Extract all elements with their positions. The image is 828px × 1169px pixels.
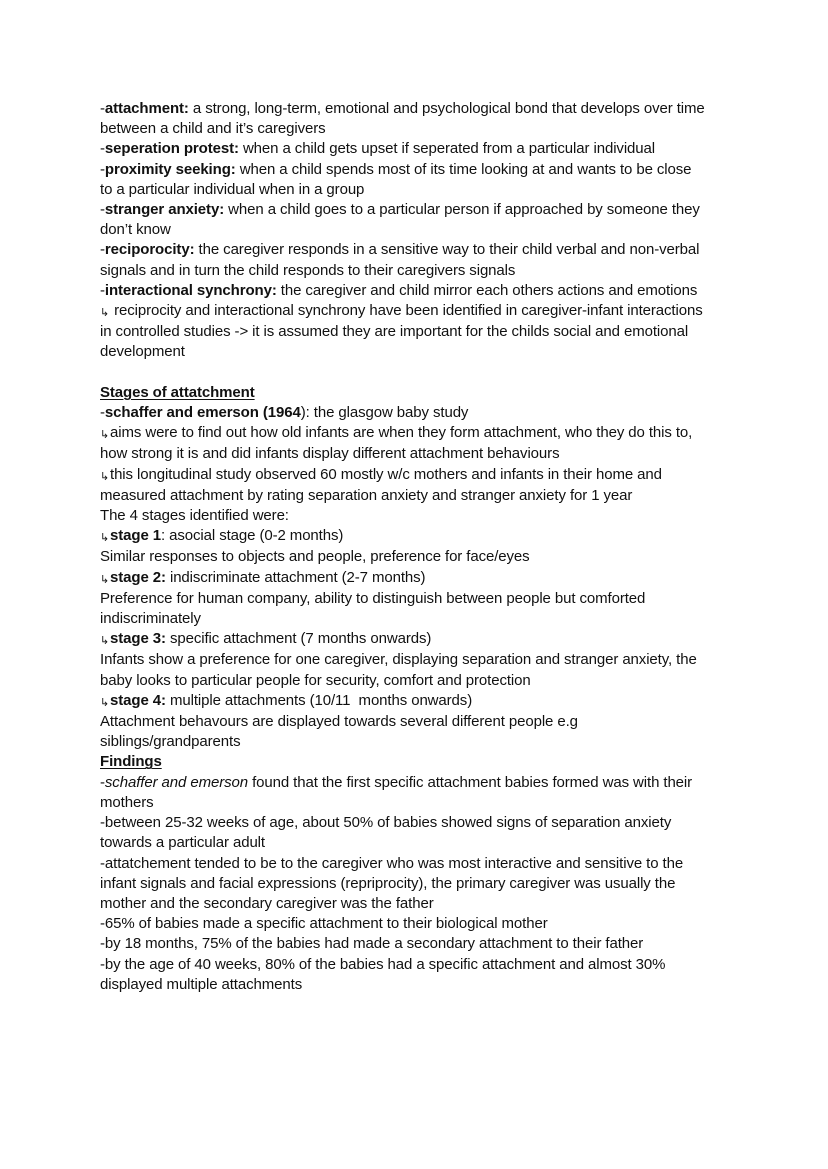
finding-text: -by the age of 40 weeks, 80% of the babies had a specific attachment and almost 30%	[100, 955, 666, 973]
arrow-return-icon: ↳	[100, 307, 110, 320]
study-line	[100, 403, 740, 423]
stage-4	[100, 691, 740, 753]
bullet-dash: -	[100, 201, 105, 219]
definition-seperation-protest	[100, 139, 740, 159]
stage-title: indiscriminate attachment (2-7 months)	[165, 568, 426, 586]
note-reciprocity	[100, 301, 740, 363]
definition-text: the caregiver responds in a sensitive way to their child verbal and non-verbal	[198, 241, 700, 259]
definition-reciporocity	[100, 240, 740, 280]
arrow-return-icon: ↳	[100, 429, 110, 442]
aims-text: how strong it is and did infants display different attachment behaviours	[100, 445, 560, 463]
definition-text: when a child spends most of its time looking at and wants to be close	[239, 160, 692, 178]
definition-text: when a child goes to a particular person if approached by someone they	[228, 201, 700, 219]
method-text: measured attachment by rating separation anxiety and stranger anxiety for 1 year	[100, 486, 633, 504]
finding-text: towards a particular adult	[100, 834, 265, 852]
term: attachment:	[104, 100, 189, 117]
definition-proximity-seeking	[100, 160, 740, 200]
stage-label: stage 3:	[110, 630, 166, 648]
stage-description: indiscriminately	[100, 610, 201, 628]
stage-label: stage 4:	[110, 691, 166, 709]
term: interactional synchrony:	[104, 281, 277, 299]
stage-title: multiple attachments (10/11 months onwards)	[165, 691, 473, 709]
finding-text: found that the first specific attachment babies formed was with their	[248, 773, 693, 791]
arrow-return-icon: ↳	[100, 470, 110, 483]
arrow-return-icon: ↳	[100, 532, 110, 545]
stage-description: siblings/grandparents	[100, 733, 241, 751]
stage-label: stage 2:	[110, 568, 166, 586]
definition-text: don’t know	[100, 221, 171, 239]
arrow-return-icon: ↳	[100, 573, 110, 586]
definition-text: when a child gets upset if seperated from a particular individual	[242, 140, 656, 158]
researcher-names: schaffer and emerson	[104, 773, 248, 791]
definition-attachment	[100, 99, 740, 139]
term: stranger anxiety:	[104, 201, 225, 219]
stage-title: : asocial stage (0-2 months)	[161, 527, 344, 545]
spacer	[100, 363, 740, 383]
arrow-return-icon: ↳	[100, 696, 110, 709]
finding-text: -between 25-32 weeks of age, about 50% of babies showed signs of separation anxiety	[100, 814, 672, 832]
document-page	[100, 99, 740, 995]
arrow-return-icon: ↳	[100, 635, 110, 648]
study-name: schaffer and emerson (1964	[104, 404, 301, 422]
stage-description: Attachment behavours are displayed towards several different people e.g	[100, 713, 578, 731]
definition-text: signals and in turn the child responds to their caregivers signals	[100, 261, 516, 279]
finding-text: mother and the secondary caregiver was the father	[100, 894, 434, 912]
stage-2	[100, 568, 740, 630]
section-heading-findings: Findings	[100, 753, 162, 771]
method-text: this longitudinal study observed 60 mostly w/c mothers and infants in their home and	[110, 465, 662, 483]
term: seperation protest:	[104, 140, 239, 158]
findings-section	[100, 752, 740, 994]
stages-intro: The 4 stages identified were:	[100, 507, 289, 525]
section-heading-stages: Stages of attatchment	[100, 383, 255, 401]
definition-interactional-synchrony	[100, 281, 740, 301]
stage-title: specific attachment (7 months onwards)	[165, 630, 432, 648]
stages-section	[100, 383, 740, 753]
aims-text: aims were to find out how old infants are when they form attachment, who they do this to,	[110, 424, 693, 442]
stage-1	[100, 526, 740, 567]
bullet-dash: -	[100, 404, 105, 422]
stage-description: baby looks to particular people for security, comfort and protection	[100, 671, 531, 689]
note-text: in controlled studies -> it is assumed they are important for the childs social and emotional	[100, 323, 689, 341]
stage-description: Infants show a preference for one caregiver, displaying separation and stranger anxiety, the	[100, 651, 697, 669]
bullet-dash: -	[100, 160, 105, 178]
finding-text: -by 18 months, 75% of the babies had made a secondary attachment to their father	[100, 935, 644, 953]
stage-3	[100, 629, 740, 691]
note-text: reciprocity and interactional synchrony have been identified in caregiver-infant interactions	[110, 302, 703, 320]
definition-stranger-anxiety	[100, 200, 740, 240]
term: proximity seeking:	[104, 160, 236, 178]
definition-text: the caregiver and child mirror each others actions and emotions	[280, 281, 698, 299]
stage-label: stage 1	[110, 527, 161, 545]
term: reciporocity:	[104, 241, 195, 259]
study-description: ): the glasgow baby study	[300, 404, 469, 422]
definition-text: to a particular individual when in a group	[100, 180, 365, 198]
stage-description: Preference for human company, ability to distinguish between people but comforted	[100, 589, 646, 607]
finding-text: infant signals and facial expressions (repriprocity), the primary caregiver was usually the	[100, 874, 676, 892]
bullet-dash: -	[100, 100, 105, 117]
bullet-dash: -	[100, 140, 105, 158]
finding-text: -attatchement tended to be to the caregiver who was most interactive and sensitive to the	[100, 854, 684, 872]
finding-text: mothers	[100, 793, 154, 811]
bullet-dash: -	[100, 281, 105, 299]
finding-text: -65% of babies made a specific attachment to their biological mother	[100, 915, 548, 933]
bullet-dash: -	[100, 241, 105, 259]
definition-text: between a child and it’s caregivers	[100, 120, 326, 138]
finding-text: displayed multiple attachments	[100, 975, 303, 993]
note-text: development	[100, 343, 185, 361]
definition-text: a strong, long-term, emotional and psychological bond that develops over time	[192, 100, 705, 117]
bullet-dash: -	[100, 773, 105, 791]
stage-description: Similar responses to objects and people, preference for face/eyes	[100, 548, 530, 566]
